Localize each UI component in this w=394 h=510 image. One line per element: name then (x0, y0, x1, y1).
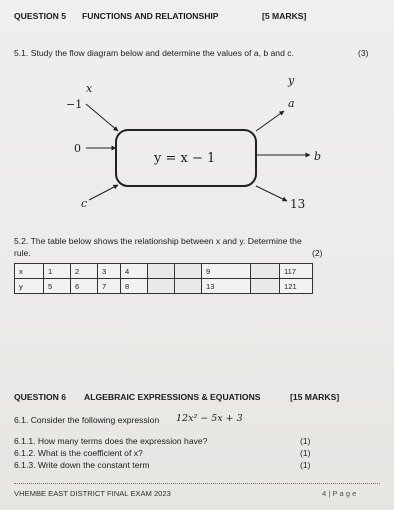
table-cell: 6 (71, 279, 98, 294)
question-5-title: QUESTION 5 (14, 11, 67, 21)
question-6-1-text: 6.1. Consider the following expression (14, 415, 160, 425)
algebraic-expression: 12x² − 5x + 3 (176, 413, 243, 424)
table-cell (175, 264, 202, 279)
question-5-2-text-line1: 5.2. The table below shows the relationship between x and y. Determine the (14, 236, 302, 246)
table-cell: 9 (202, 264, 251, 279)
footer-exam-name: VHEMBE EAST DISTRICT FINAL EXAM 2023 (14, 489, 171, 498)
question-6-subject: ALGEBRAIC EXPRESSIONS & EQUATIONS (84, 392, 261, 402)
question-5-1-marks: (3) (358, 48, 369, 58)
arrow-to-a (256, 111, 284, 131)
table-cell (251, 264, 280, 279)
table-cell (251, 279, 280, 294)
input-minus-one: −1 (66, 98, 83, 111)
arrow-from-minus-one (86, 104, 118, 131)
output-header: y (288, 74, 295, 87)
flow-diagram (0, 62, 394, 222)
input-c: c (81, 197, 88, 210)
table-cell: 4 (121, 264, 148, 279)
output-a: a (288, 97, 295, 110)
question-6-1-3-text: 6.1.3. Write down the constant term (14, 460, 150, 470)
table-cell: 3 (98, 264, 121, 279)
question-6-1-1-marks: (1) (300, 436, 311, 446)
table-row-y (15, 279, 313, 294)
table-cell (148, 264, 175, 279)
question-5-1-text: 5.1. Study the flow diagram below and determine the values of a, b and c. (14, 48, 294, 58)
footer-divider (14, 483, 380, 484)
table-cell: 5 (44, 279, 71, 294)
question-5-subject: FUNCTIONS AND RELATIONSHIP (82, 11, 219, 21)
relationship-table (14, 263, 313, 294)
table-cell (148, 279, 175, 294)
question-5-2-text-line2: rule. (14, 248, 31, 258)
table-cell: 7 (98, 279, 121, 294)
table-cell: 1 (44, 264, 71, 279)
table-cell (175, 279, 202, 294)
output-b: b (314, 150, 322, 163)
table-cell: 121 (280, 279, 313, 294)
arrow-to-13 (256, 186, 287, 201)
question-6-1-2-marks: (1) (300, 448, 311, 458)
arrow-from-c (89, 185, 118, 200)
question-6-marks: [15 MARKS] (290, 392, 340, 402)
footer-page-number: 4 | P a g e (322, 489, 357, 498)
question-5-marks: [5 MARKS] (262, 11, 307, 21)
table-cell: 117 (280, 264, 313, 279)
question-6-title: QUESTION 6 (14, 392, 67, 402)
input-zero: 0 (74, 142, 81, 155)
output-13: 13 (290, 197, 306, 211)
question-5-2-marks: (2) (312, 248, 323, 258)
table-row-x (15, 264, 313, 279)
table-header-x: x (15, 264, 44, 279)
table-cell: 8 (121, 279, 148, 294)
input-header: x (86, 82, 93, 95)
question-6-1-2-text: 6.1.2. What is the coefficient of x? (14, 448, 143, 458)
question-6-1-3-marks: (1) (300, 460, 311, 470)
question-6-1-1-text: 6.1.1. How many terms does the expression have? (14, 436, 208, 446)
table-cell: 2 (71, 264, 98, 279)
table-header-y: y (15, 279, 44, 294)
table-cell: 13 (202, 279, 251, 294)
function-rule: y = x − 1 (154, 151, 216, 166)
